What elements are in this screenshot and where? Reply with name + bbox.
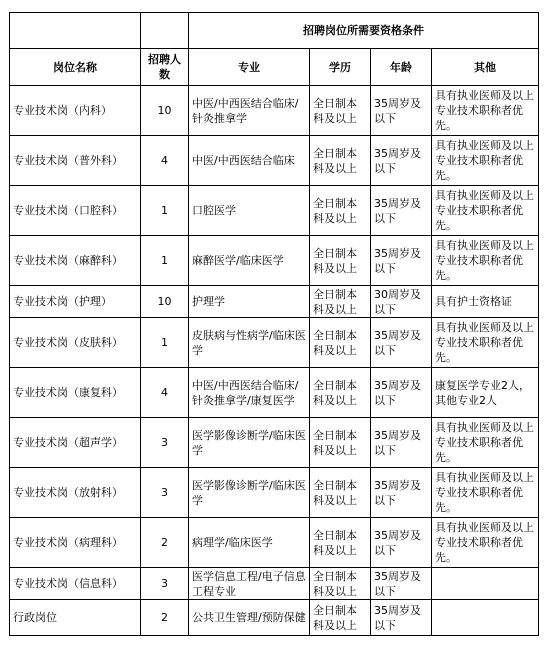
major-cell: 麻醉医学/临床医学: [189, 236, 310, 286]
major-cell: 医学影像诊断学/临床医学: [189, 468, 310, 518]
table-row: [10, 286, 539, 318]
age-cell: 35周岁及以下: [371, 518, 432, 568]
age-cell: 35周岁及以下: [371, 568, 432, 600]
age-cell: 35周岁及以下: [371, 236, 432, 286]
header-group-title: 招聘岗位所需要资格条件: [189, 13, 539, 49]
other-cell: 具有执业医师及以上专业技术职称者优先。: [432, 468, 539, 518]
table-row: [10, 136, 539, 186]
count-cell: 10: [141, 286, 189, 318]
age-cell: 30周岁及以下: [371, 286, 432, 318]
education-cell: 全日制本科及以上: [310, 86, 371, 136]
header-blank-position: [10, 13, 141, 49]
count-cell: 3: [141, 418, 189, 468]
count-cell: 1: [141, 318, 189, 368]
education-cell: 全日制本科及以上: [310, 600, 371, 636]
header-group-row: [10, 13, 539, 49]
other-cell: 具有执业医师及以上专业技术职称者优先。: [432, 518, 539, 568]
header-count: 招聘人数: [141, 49, 189, 86]
other-cell: [432, 568, 539, 600]
position-cell: 专业技术岗（信息科）: [10, 568, 141, 600]
major-cell: 医学信息工程/电子信息工程专业: [189, 568, 310, 600]
education-cell: 全日制本科及以上: [310, 186, 371, 236]
position-cell: 专业技术岗（麻醉科）: [10, 236, 141, 286]
header-other: 其他: [432, 49, 539, 86]
position-cell: 专业技术岗（护理）: [10, 286, 141, 318]
education-cell: 全日制本科及以上: [310, 368, 371, 418]
major-cell: 中医/中西医结合临床/针灸推拿学/康复医学: [189, 368, 310, 418]
age-cell: 35周岁及以下: [371, 136, 432, 186]
other-cell: 具有执业医师及以上专业技术职称者优先。: [432, 318, 539, 368]
age-cell: 35周岁及以下: [371, 186, 432, 236]
count-cell: 4: [141, 136, 189, 186]
major-cell: 中医/中西医结合临床: [189, 136, 310, 186]
major-cell: 公共卫生管理/预防保健: [189, 600, 310, 636]
other-cell: 康复医学专业2人，其他专业2人: [432, 368, 539, 418]
table-row: [10, 368, 539, 418]
age-cell: 35周岁及以下: [371, 468, 432, 518]
age-cell: 35周岁及以下: [371, 600, 432, 636]
recruitment-table-container: [9, 12, 539, 636]
table-row: [10, 236, 539, 286]
count-cell: 4: [141, 368, 189, 418]
major-cell: 医学影像诊断学/临床医学: [189, 418, 310, 468]
count-cell: 2: [141, 518, 189, 568]
count-cell: 10: [141, 86, 189, 136]
major-cell: 口腔医学: [189, 186, 310, 236]
header-blank-count: [141, 13, 189, 49]
education-cell: 全日制本科及以上: [310, 236, 371, 286]
major-cell: 中医/中西医结合临床/针灸推拿学: [189, 86, 310, 136]
count-cell: 1: [141, 236, 189, 286]
table-row: [10, 600, 539, 636]
other-cell: [432, 600, 539, 636]
count-cell: 3: [141, 468, 189, 518]
education-cell: 全日制本科及以上: [310, 418, 371, 468]
position-cell: 专业技术岗（内科）: [10, 86, 141, 136]
other-cell: 具有执业医师及以上专业技术职称者优先。: [432, 186, 539, 236]
position-cell: 专业技术岗（康复科）: [10, 368, 141, 418]
education-cell: 全日制本科及以上: [310, 136, 371, 186]
age-cell: 35周岁及以下: [371, 318, 432, 368]
major-cell: 病理学/临床医学: [189, 518, 310, 568]
count-cell: 3: [141, 568, 189, 600]
position-cell: 专业技术岗（病理科）: [10, 518, 141, 568]
education-cell: 全日制本科及以上: [310, 568, 371, 600]
table-row: [10, 186, 539, 236]
header-major: 专业: [189, 49, 310, 86]
table-row: [10, 418, 539, 468]
header-position: 岗位名称: [10, 49, 141, 86]
other-cell: 具有执业医师及以上专业技术职称者优先。: [432, 236, 539, 286]
table-body: [10, 86, 539, 636]
education-cell: 全日制本科及以上: [310, 318, 371, 368]
position-cell: 专业技术岗（皮肤科）: [10, 318, 141, 368]
table-row: [10, 318, 539, 368]
age-cell: 35周岁及以下: [371, 86, 432, 136]
other-cell: 具有护士资格证: [432, 286, 539, 318]
table-row: [10, 86, 539, 136]
recruitment-table: [9, 12, 539, 636]
education-cell: 全日制本科及以上: [310, 286, 371, 318]
major-cell: 护理学: [189, 286, 310, 318]
position-cell: 专业技术岗（超声学）: [10, 418, 141, 468]
header-age: 年龄: [371, 49, 432, 86]
major-cell: 皮肤病与性病学/临床医学: [189, 318, 310, 368]
table-row: [10, 468, 539, 518]
other-cell: 具有执业医师及以上专业技术职称者优先。: [432, 86, 539, 136]
education-cell: 全日制本科及以上: [310, 468, 371, 518]
education-cell: 全日制本科及以上: [310, 518, 371, 568]
count-cell: 1: [141, 186, 189, 236]
other-cell: 具有执业医师及以上专业技术职称者优先。: [432, 136, 539, 186]
header-education: 学历: [310, 49, 371, 86]
other-cell: 具有执业医师及以上专业技术职称者优先。: [432, 418, 539, 468]
position-cell: 专业技术岗（口腔科）: [10, 186, 141, 236]
position-cell: 专业技术岗（普外科）: [10, 136, 141, 186]
header-column-row: [10, 49, 539, 86]
position-cell: 行政岗位: [10, 600, 141, 636]
table-row: [10, 568, 539, 600]
count-cell: 2: [141, 600, 189, 636]
position-cell: 专业技术岗（放射科）: [10, 468, 141, 518]
age-cell: 35周岁及以下: [371, 368, 432, 418]
table-row: [10, 518, 539, 568]
age-cell: 35周岁及以下: [371, 418, 432, 468]
